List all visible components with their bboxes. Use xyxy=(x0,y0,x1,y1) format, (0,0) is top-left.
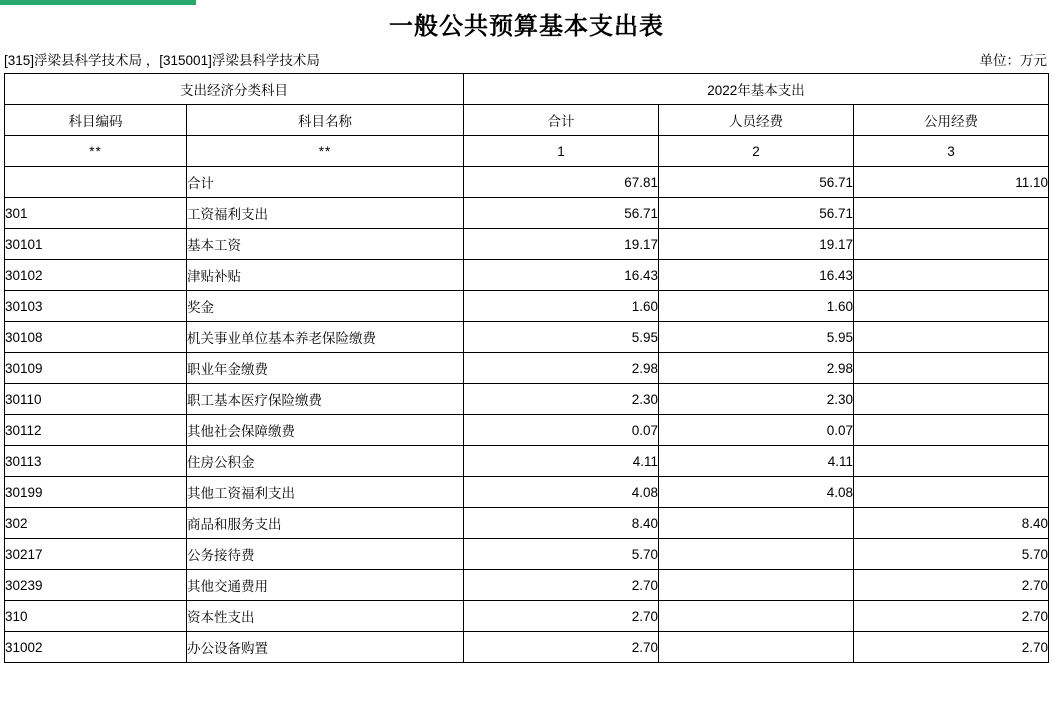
table-row xyxy=(5,322,1049,353)
column-number-personnel: 2 xyxy=(659,136,854,167)
cell-total: 4.08 xyxy=(464,477,659,508)
table-row xyxy=(5,477,1049,508)
cell-code: 30239 xyxy=(5,570,187,601)
cell-code: 301 xyxy=(5,198,187,229)
cell-code: 30108 xyxy=(5,322,187,353)
table-column-header-row xyxy=(5,105,1049,136)
column-number-total: 1 xyxy=(464,136,659,167)
cell-total: 2.70 xyxy=(464,601,659,632)
cell-public xyxy=(854,229,1049,260)
cell-code: 30110 xyxy=(5,384,187,415)
column-header-code: 科目编码 xyxy=(5,105,187,136)
unit-label: 单位：万元 xyxy=(979,53,1047,68)
cell-personnel xyxy=(659,508,854,539)
table-row xyxy=(5,632,1049,663)
cell-total: 5.70 xyxy=(464,539,659,570)
cell-public xyxy=(854,198,1049,229)
column-number-name: ** xyxy=(187,136,464,167)
cell-total: 67.81 xyxy=(464,167,659,198)
cell-public: 5.70 xyxy=(854,539,1049,570)
cell-code: 30101 xyxy=(5,229,187,260)
cell-public: 11.10 xyxy=(854,167,1049,198)
cell-total: 2.30 xyxy=(464,384,659,415)
cell-code: 30113 xyxy=(5,446,187,477)
cell-personnel: 2.30 xyxy=(659,384,854,415)
cell-code: 31002 xyxy=(5,632,187,663)
cell-personnel xyxy=(659,570,854,601)
table-row xyxy=(5,260,1049,291)
cell-personnel: 1.60 xyxy=(659,291,854,322)
cell-personnel: 0.07 xyxy=(659,415,854,446)
cell-total: 16.43 xyxy=(464,260,659,291)
column-number-code: ** xyxy=(5,136,187,167)
table-row xyxy=(5,446,1049,477)
cell-public xyxy=(854,415,1049,446)
cell-personnel: 16.43 xyxy=(659,260,854,291)
department-label: [315]浮梁县科学技术局 ，[315001]浮梁县科学技术局 xyxy=(4,53,320,68)
cell-code: 30103 xyxy=(5,291,187,322)
cell-public: 8.40 xyxy=(854,508,1049,539)
column-header-name: 科目名称 xyxy=(187,105,464,136)
table-row xyxy=(5,384,1049,415)
cell-name: 其他工资福利支出 xyxy=(187,477,464,508)
table-body xyxy=(5,167,1049,663)
cell-total: 4.11 xyxy=(464,446,659,477)
cell-public: 2.70 xyxy=(854,632,1049,663)
cell-code: 30112 xyxy=(5,415,187,446)
cell-name: 商品和服务支出 xyxy=(187,508,464,539)
cell-personnel: 19.17 xyxy=(659,229,854,260)
cell-personnel: 56.71 xyxy=(659,198,854,229)
column-header-total: 合计 xyxy=(464,105,659,136)
cell-public xyxy=(854,291,1049,322)
group-header-left: 支出经济分类科目 xyxy=(5,74,464,105)
group-header-right: 2022年基本支出 xyxy=(464,74,1049,105)
table-row xyxy=(5,539,1049,570)
table-row xyxy=(5,601,1049,632)
cell-total: 2.70 xyxy=(464,632,659,663)
column-header-personnel: 人员经费 xyxy=(659,105,854,136)
cell-total: 19.17 xyxy=(464,229,659,260)
cell-name: 基本工资 xyxy=(187,229,464,260)
cell-code: 30102 xyxy=(5,260,187,291)
cell-name: 资本性支出 xyxy=(187,601,464,632)
cell-name: 公务接待费 xyxy=(187,539,464,570)
cell-code: 302 xyxy=(5,508,187,539)
cell-name: 住房公积金 xyxy=(187,446,464,477)
cell-public: 2.70 xyxy=(854,601,1049,632)
cell-public: 2.70 xyxy=(854,570,1049,601)
cell-code: 30199 xyxy=(5,477,187,508)
table-column-number-row xyxy=(5,136,1049,167)
column-number-public: 3 xyxy=(854,136,1049,167)
cell-total: 2.70 xyxy=(464,570,659,601)
cell-name: 办公设备购置 xyxy=(187,632,464,663)
cell-name: 职业年金缴费 xyxy=(187,353,464,384)
cell-code: 30217 xyxy=(5,539,187,570)
cell-name: 其他交通费用 xyxy=(187,570,464,601)
cell-code xyxy=(5,167,187,198)
cell-personnel: 4.08 xyxy=(659,477,854,508)
table-row xyxy=(5,353,1049,384)
cell-personnel: 4.11 xyxy=(659,446,854,477)
column-header-public: 公用经费 xyxy=(854,105,1049,136)
cell-total: 5.95 xyxy=(464,322,659,353)
table-row xyxy=(5,291,1049,322)
cell-total: 56.71 xyxy=(464,198,659,229)
table-group-header-row xyxy=(5,74,1049,105)
cell-name: 其他社会保障缴费 xyxy=(187,415,464,446)
table-row xyxy=(5,167,1049,198)
cell-public xyxy=(854,260,1049,291)
cell-code: 310 xyxy=(5,601,187,632)
table-row xyxy=(5,415,1049,446)
cell-personnel xyxy=(659,539,854,570)
table-row xyxy=(5,570,1049,601)
cell-public xyxy=(854,477,1049,508)
cell-personnel: 2.98 xyxy=(659,353,854,384)
page-title: 一般公共预算基本支出表 xyxy=(389,14,664,40)
table-row xyxy=(5,508,1049,539)
cell-code: 30109 xyxy=(5,353,187,384)
table-row xyxy=(5,229,1049,260)
cell-name: 合计 xyxy=(187,167,464,198)
cell-name: 机关事业单位基本养老保险缴费 xyxy=(187,322,464,353)
cell-name: 工资福利支出 xyxy=(187,198,464,229)
cell-personnel: 56.71 xyxy=(659,167,854,198)
cell-name: 职工基本医疗保险缴费 xyxy=(187,384,464,415)
cell-name: 津贴补贴 xyxy=(187,260,464,291)
cell-total: 8.40 xyxy=(464,508,659,539)
document-subheader xyxy=(0,49,1053,71)
cell-public xyxy=(854,353,1049,384)
table-row xyxy=(5,198,1049,229)
cell-personnel xyxy=(659,601,854,632)
cell-personnel: 5.95 xyxy=(659,322,854,353)
cell-total: 2.98 xyxy=(464,353,659,384)
cell-name: 奖金 xyxy=(187,291,464,322)
cell-personnel xyxy=(659,632,854,663)
cell-public xyxy=(854,322,1049,353)
budget-table xyxy=(4,73,1049,663)
cell-public xyxy=(854,384,1049,415)
cell-total: 0.07 xyxy=(464,415,659,446)
cell-public xyxy=(854,446,1049,477)
cell-total: 1.60 xyxy=(464,291,659,322)
accent-bar xyxy=(0,0,196,5)
